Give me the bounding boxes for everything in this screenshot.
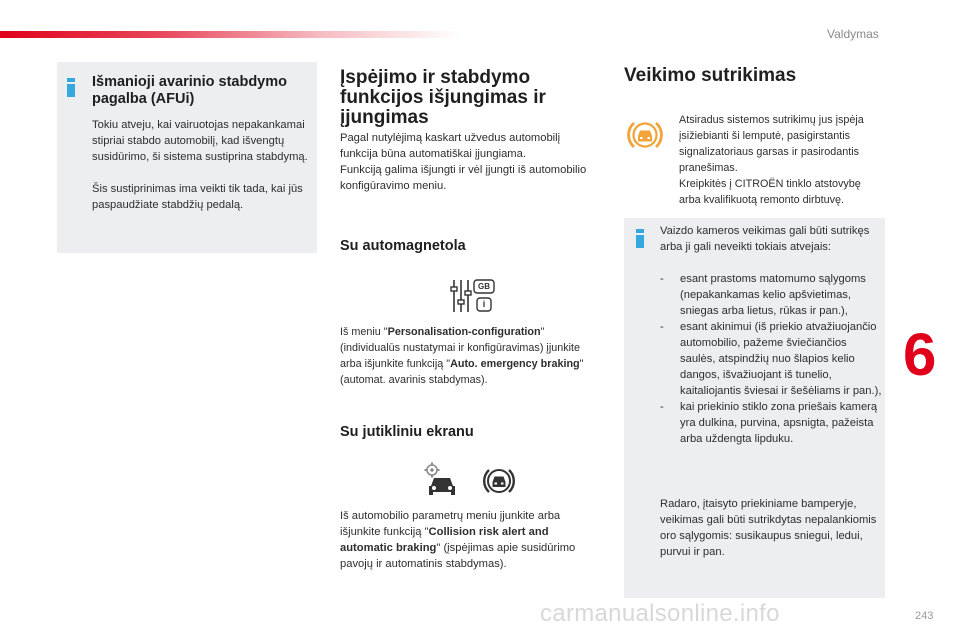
chapter-number: 6 [903,321,937,388]
deactivation-title: Įspėjimo ir stabdymo funkcijos išjungimas ir įjungimas [340,67,546,128]
section-name: Valdymas [827,27,879,41]
deactivation-text-2: Funkciją galima išjungti ir vėl įjungti iš automobilio konfigūravimo meniu. [340,164,587,192]
camera-intro: Vaizdo kameros veikimas gali būti sutrikęs arba ji gali neveikti tokiais atvejais: [660,225,870,253]
afu-info-box [57,62,317,253]
collision-brake-icon [482,464,516,498]
camera-info-box [624,218,885,598]
function-name: Auto. emergency braking [450,358,580,370]
afu-text-2: Šis sustiprinimas ima veikti tik tada, kai jūs paspaudžiate stabdžių pedalą. [92,183,303,211]
audio-title: Su automagnetola [340,238,466,254]
settings-sliders-icon [449,278,497,314]
afu-text-1: Tokiu atveju, kai vairuotojas nepakankamai stipriai stabdo automobilį, kad išvengtų susidūrimo, ši sistema sustiprina stabdymą. [92,119,308,163]
camera-conditions-list [660,271,882,447]
car-settings-icon [422,462,462,498]
malfunction-text-2: Kreipkitės į CITROËN tinklo atstovybę arba kvalifikuotą remonto dirbtuvę. [679,178,861,206]
info-icon [67,78,75,97]
malfunction-text-1: Atsiradus sistemos sutrikimų jus įspėja įsižiebianti ši lemputė, pasigirstantis signalizatoriaus garsas ir pasirodantis pranešimas. [679,114,864,174]
language-label: GB [478,282,490,291]
audio-text: Iš meniu "Personalisation-configuration" (individualūs nustatymai ir konfigūravimas) įjunkite arba išjunkite funkciją "Auto. emergency braking" (automat. avarinis stabdymas). [340,326,584,386]
function-name: Collision risk alert and automatic braking [340,526,549,554]
afu-title: Išmanioji avarinio stabdymo pagalba (AFUi) [92,74,287,107]
watermark: carmanualsonline.info [540,600,780,627]
deactivation-text-1: Pagal nutylėjimą kaskart užvedus automobilį funkcija būna automatiškai įjungiama. [340,132,561,160]
header-accent-bar [0,31,460,38]
page-number: 243 [915,610,934,622]
touchscreen-title: Su jutikliniu ekranu [340,424,474,440]
touchscreen-text: Iš automobilio parametrų meniu įjunkite arba išjunkite funkciją "Collision risk alert and automatic braking" (įspėjimas apie susidūrimo pavojų ir automatinis stabdymas). [340,510,576,570]
menu-name: Personalisation-configuration [387,326,541,338]
info-label: i [482,299,486,309]
list-item: - esant akinimui (iš priekio atvažiuojančio automobilio, pažeme šviečiančios saulės, atspindžių nuo šlapios kelio dangos, išvažiuojant iš tunelio, kaitaliojantis šviesai ir šešėliams ir pan.), [660,319,882,399]
warning-lamp-icon [627,118,663,152]
list-item: - kai priekinio stiklo zona priešais kamerą yra dulkina, purvina, apsnigta, pažeista arba uždengta lipduku. [660,399,882,447]
camera-outro: Radaro, įtaisyto priekiniame bamperyje, veikimas gali būti sutrikdytas nepalankiomis oro sąlygomis: susikaupus sniegui, ledui, purvui ir pan. [660,498,877,558]
malfunction-title: Veikimo sutrikimas [624,65,797,86]
info-icon [636,229,644,248]
list-item: - esant prastoms matomumo sąlygoms (nepakankamas kelio apšvietimas, sniegas arba lietus, rūkas ir pan.), [660,271,882,319]
